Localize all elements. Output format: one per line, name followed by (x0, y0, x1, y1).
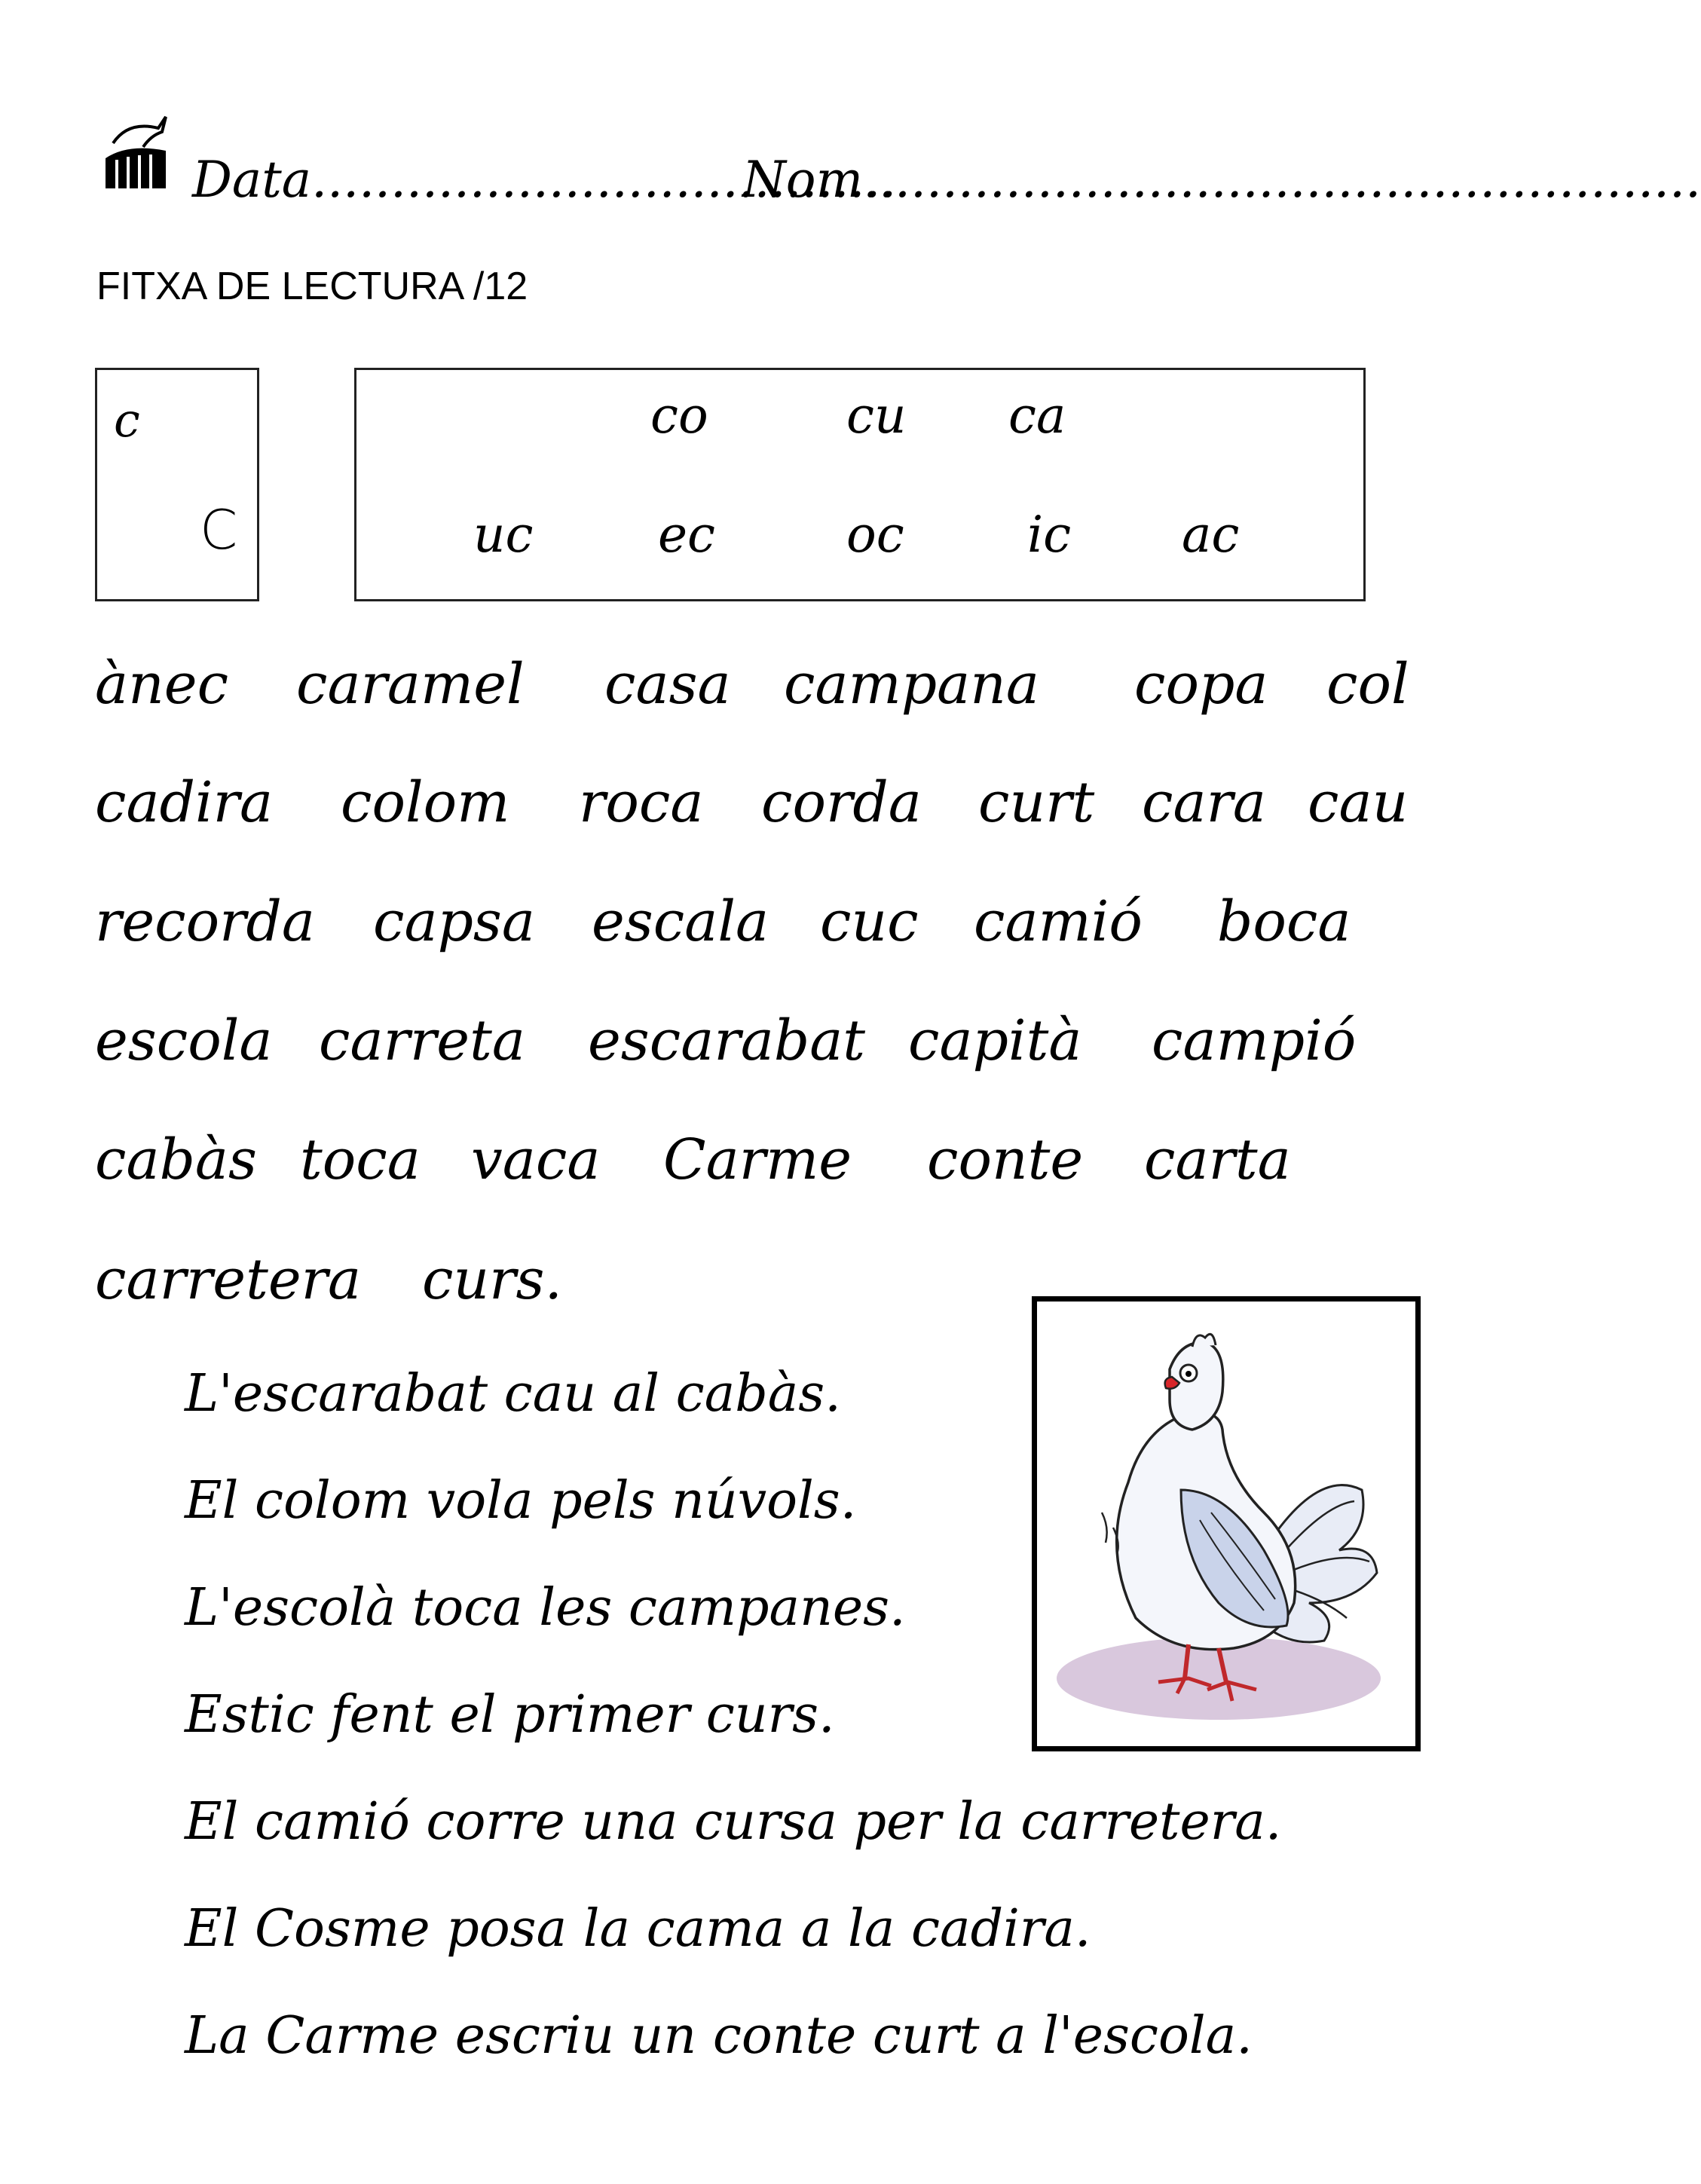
word: escala (592, 889, 769, 954)
syllable-box (354, 368, 1366, 601)
word: carretera (95, 1247, 362, 1312)
word: roca (579, 770, 704, 835)
word: conte (927, 1127, 1084, 1192)
word: vaca (471, 1127, 601, 1192)
word: campana (784, 652, 1039, 717)
word: carreta (319, 1008, 525, 1073)
word: colom (341, 770, 510, 835)
word: curt (978, 770, 1095, 835)
word: escola (95, 1008, 273, 1073)
word: campió (1152, 1008, 1357, 1073)
word: ànec (95, 652, 229, 717)
word: cau (1308, 770, 1409, 835)
syllable: cu (846, 387, 907, 445)
syllable: ic (1027, 506, 1072, 564)
word: Carme (663, 1127, 852, 1192)
sentence: El colom vola pels núvols. (185, 1471, 857, 1531)
word: toca (300, 1127, 421, 1192)
word: copa (1134, 652, 1268, 717)
word: casa (604, 652, 731, 717)
pigeon-illustration (1032, 1296, 1421, 1751)
page-title: FITXA DE LECTURA /12 (96, 265, 528, 308)
sentence: Estic fent el primer curs. (185, 1685, 835, 1745)
date-field-label: Data..................................... (192, 151, 897, 209)
word: curs. (422, 1247, 562, 1312)
pigeon-icon (1037, 1302, 1415, 1746)
word: col (1326, 652, 1409, 717)
word: capsa (373, 889, 536, 954)
syllable: ca (1008, 387, 1066, 445)
word: cuc (820, 889, 919, 954)
sentence: L'escolà toca les campanes. (185, 1578, 906, 1638)
syllable: oc (846, 506, 904, 564)
word: cara (1142, 770, 1267, 835)
letter-uppercase: C (200, 498, 238, 561)
sentence: L'escarabat cau al cabàs. (185, 1364, 841, 1424)
word: caramel (296, 652, 525, 717)
piano-logo-icon (98, 113, 173, 196)
syllable: ac (1182, 506, 1240, 564)
word: escarabat (588, 1008, 866, 1073)
syllable: co (650, 387, 708, 445)
word: capità (908, 1008, 1082, 1073)
word: carta (1144, 1127, 1291, 1192)
word: camió (974, 889, 1143, 954)
word: cabàs (95, 1127, 258, 1192)
word: corda (761, 770, 922, 835)
name-field-label: Nom..................................................... (742, 151, 1701, 209)
word: cadira (95, 770, 274, 835)
syllable: uc (473, 506, 534, 564)
sentence: El camió corre una cursa per la carretera. (185, 1792, 1282, 1852)
sentence: El Cosme posa la cama a la cadira. (185, 1899, 1091, 1959)
sentence: La Carme escriu un conte curt a l'escola. (185, 2006, 1253, 2066)
letter-lowercase: c (114, 393, 140, 448)
letter-box (95, 368, 259, 601)
word: boca (1217, 889, 1351, 954)
word: recorda (95, 889, 316, 954)
syllable: ec (658, 506, 716, 564)
